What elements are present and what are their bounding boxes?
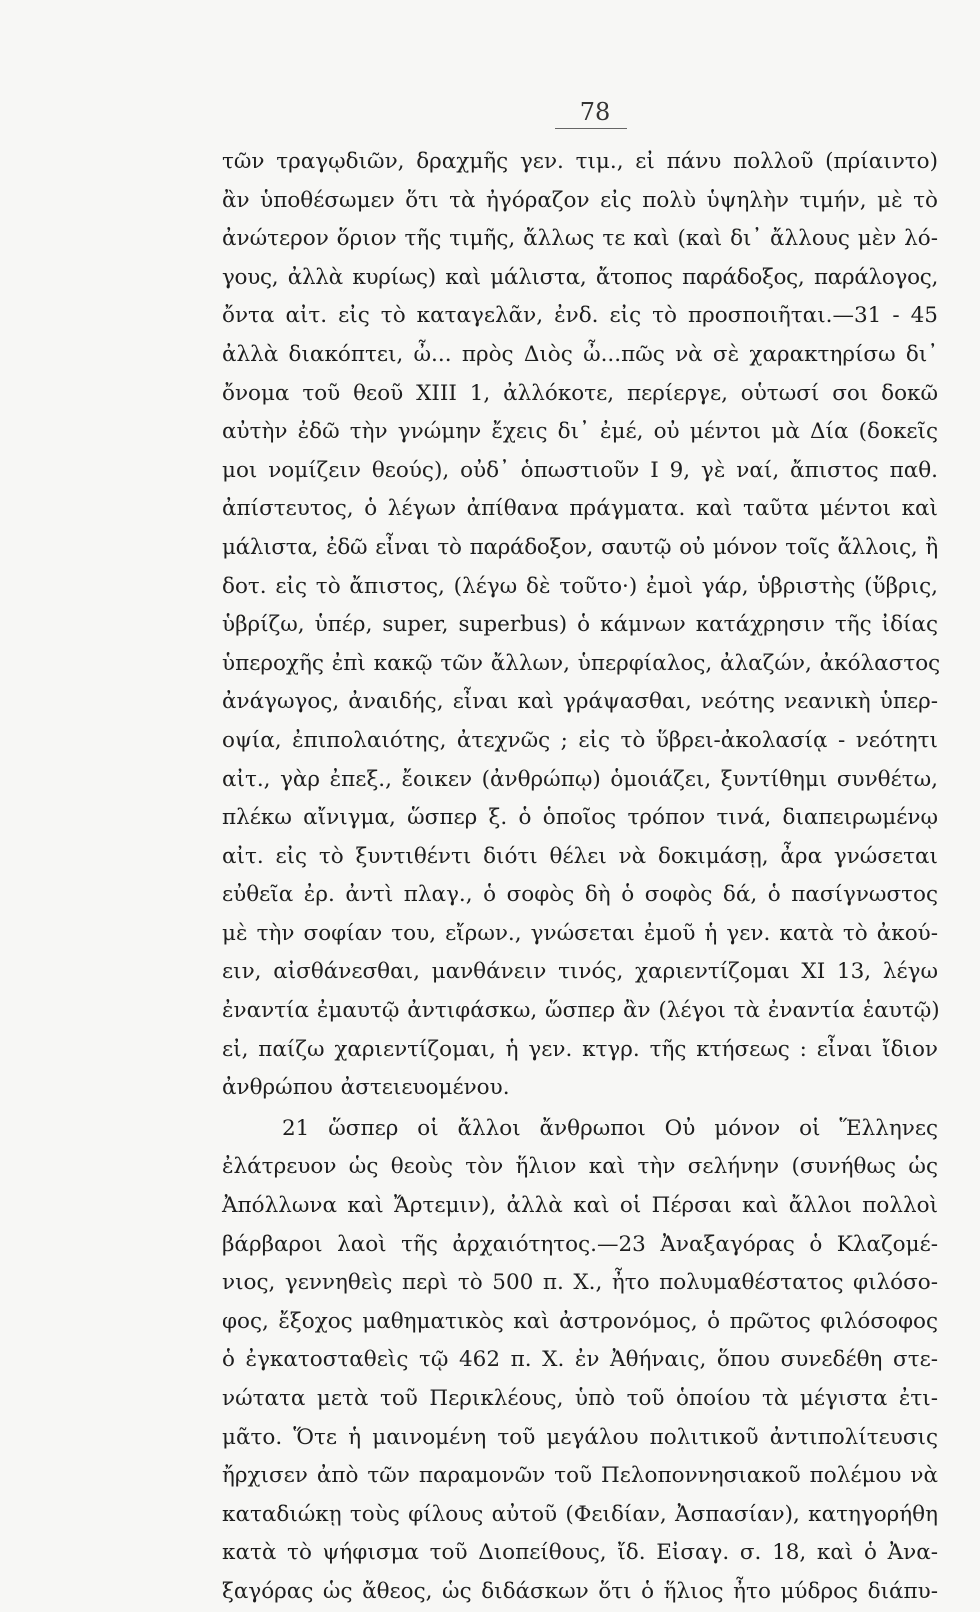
text-line: ὑβρίζω, ὑπέρ, super, superbus) ὁ κάμνων κατάχρησιν τῆς ἰδίας (222, 612, 938, 638)
text-line: ἐναντία ἐμαυτῷ ἀντιφάσκω, ὥσπερ ἂν (λέγοι τὰ ἐναντία ἑαυτῷ) (222, 998, 940, 1024)
text-line: πλέκω αἴνιγμα, ὥσπερ ξ. ὁ ὁποῖος τρόπον τινά, διαπειρωμένῳ (222, 805, 938, 831)
text-line: αὐτὴν ἐδῶ τὴν γνώμην ἔχεις δι᾽ ἐμέ, οὐ μέντοι μὰ Δία (δοκεῖς (222, 419, 938, 445)
text-line: τῶν τραγῳδιῶν, δραχμῆς γεν. τιμ., εἰ πάνυ πολλοῦ (πρίαιντο) (222, 149, 938, 174)
commentary-text (222, 143, 941, 1612)
text-line: μοι νομίζειν θεούς), οὐδ᾽ ὁπωστιοῦν I 9, γὲ ναί, ἄπιστος παθ. (222, 457, 938, 483)
text-line: ὁ ἐγκατοσταθεὶς τῷ 462 π. Χ. ἐν Ἀθήναις, ὅπου συνεδέθη στε- (222, 1347, 938, 1373)
page-number: 78 (579, 98, 611, 126)
text-line: 21 ὥσπερ οἱ ἄλλοι ἄνθρωποι Οὐ μόνον οἱ Ἕλληνες (282, 1115, 938, 1141)
text-line: βάρβαροι λαοὶ τῆς ἀρχαιότητος.—23 Ἀναξαγόρας ὁ Κλαζομέ- (222, 1231, 938, 1257)
text-line: εὐθεῖα ἐρ. ἀντὶ πλαγ., ὁ σοφὸς δὴ ὁ σοφὸς δά, ὁ πασίγνωστος (222, 882, 938, 908)
text-line: αἰτ., γὰρ ἐπεξ., ἔοικεν (ἀνθρώπῳ) ὁμοιάζει, ξυντίθημι συνθέτω, (222, 766, 938, 792)
text-line: μᾶτο. Ὅτε ἡ μαινομένη τοῦ μεγάλου πολιτικοῦ ἀντιπολίτευσις (222, 1424, 938, 1450)
text-line: εἰ, παίζω χαριεντίζομαι, ἡ γεν. κτγρ. τῆς κτήσεως : εἶναι ἴδιον (222, 1036, 938, 1062)
text-line: ἂν ὑποθέσωμεν ὅτι τὰ ἠγόραζον εἰς πολὺ ὑψηλὴν τιμήν, μὲ τὸ (222, 187, 938, 213)
text-line: καταδιώκῃ τοὺς φίλους αὐτοῦ (Φειδίαν, Ἀσπασίαν), κατηγορήθη (222, 1501, 938, 1527)
text-line: ἀνώτερον ὅριον τῆς τιμῆς, ἄλλως τε καὶ (καὶ δι᾽ ἄλλους μὲν λό- (222, 226, 938, 252)
text-line: ἀνάγωγος, ἀναιδής, εἶναι καὶ γράψασθαι, νεότης νεανικὴ ὑπερ- (222, 689, 938, 715)
text-line: νιος, γεννηθεὶς περὶ τὸ 500 π. Χ., ἦτο πολυμαθέστατος φιλόσο- (222, 1270, 938, 1296)
text-line: οψία, ἐπιπολαιότης, ἀτεχνῶς ; εἰς τὸ ὕβρει-ἀκολασίᾳ - νεότητι (222, 727, 938, 753)
text-line: ὑπεροχῆς ἐπὶ κακῷ τῶν ἄλλων, ὑπερφίαλος, ἀλαζών, ἀκόλαστος (222, 650, 941, 676)
text-line: Ἀπόλλωνα καὶ Ἄρτεμιν), ἀλλὰ καὶ οἱ Πέρσαι καὶ ἄλλοι πολλοὶ (222, 1193, 938, 1219)
text-line: δοτ. εἰς τὸ ἄπιστος, (λέγω δὲ τοῦτο·) ἐμοὶ γάρ, ὑβριστὴς (ὕβρις, (222, 573, 938, 599)
text-line: ὄνομα τοῦ θεοῦ XIII 1, ἀλλόκοτε, περίεργε, οὑτωσί σοι δοκῶ (222, 380, 938, 406)
text-line: ἀνθρώπου ἀστειευομένου. (222, 1075, 510, 1101)
text-line: αἰτ. εἰς τὸ ξυντιθέντι διότι θέλει νὰ δοκιμάσῃ, ἆρα γνώσεται (222, 843, 938, 869)
text-line: νώτατα μετὰ τοῦ Περικλέους, ὑπὸ τοῦ ὁποίου τὰ μέγιστα ἐτι- (222, 1386, 938, 1411)
text-line: ὄντα αἰτ. εἰς τὸ καταγελᾶν, ἐνδ. εἰς τὸ προσποιῆται.—31 - 45 (222, 303, 938, 329)
text-line: ἐλάτρευον ὡς θεοὺς τὸν ἥλιον καὶ τὴν σελήνην (συνήθως ὡς (222, 1154, 938, 1180)
text-line: ἀλλὰ διακόπτει, ὦ... πρὸς Διὸς ὦ...πῶς νὰ σὲ χαρακτηρίσω δι᾽ (222, 341, 938, 367)
text-line: μὲ τὴν σοφίαν του, εἴρων., γνώσεται ἐμοῦ ἡ γεν. κατὰ τὸ ἀκού- (222, 920, 938, 946)
text-line: ἀπίστευτος, ὁ λέγων ἀπίθανα πράγματα. καὶ ταῦτα μέντοι καὶ (222, 496, 938, 522)
text-line: μάλιστα, ἐδῶ εἶναι τὸ παράδοξον, σαυτῷ οὐ μόνον τοῖς ἄλλοις, ἢ (222, 534, 938, 560)
text-line: ξαγόρας ὡς ἄθεος, ὡς διδάσκων ὅτι ὁ ἥλιος ἦτο μύδρος διάπυ- (222, 1578, 938, 1604)
text-line: γους, ἀλλὰ κυρίως) καὶ μάλιστα, ἄτοπος παράδοξος, παράλογος, (222, 264, 938, 290)
text-line: φος, ἔξοχος μαθηματικὸς καὶ ἀστρονόμος, ὁ πρῶτος φιλόσοφος (222, 1308, 938, 1334)
text-line: κατὰ τὸ ψήφισμα τοῦ Διοπείθους, ἴδ. Εἰσαγ. σ. 18, καὶ ὁ Ἀνα- (222, 1540, 938, 1566)
text-line: ειν, αἰσθάνεσθαι, μανθάνειν τινός, χαριεντίζομαι XI 13, λέγω (222, 959, 938, 985)
text-line: ἤρχισεν ἀπὸ τῶν παραμονῶν τοῦ Πελοποννησιακοῦ πολέμου νὰ (222, 1463, 938, 1489)
page-number-rule (555, 128, 627, 129)
